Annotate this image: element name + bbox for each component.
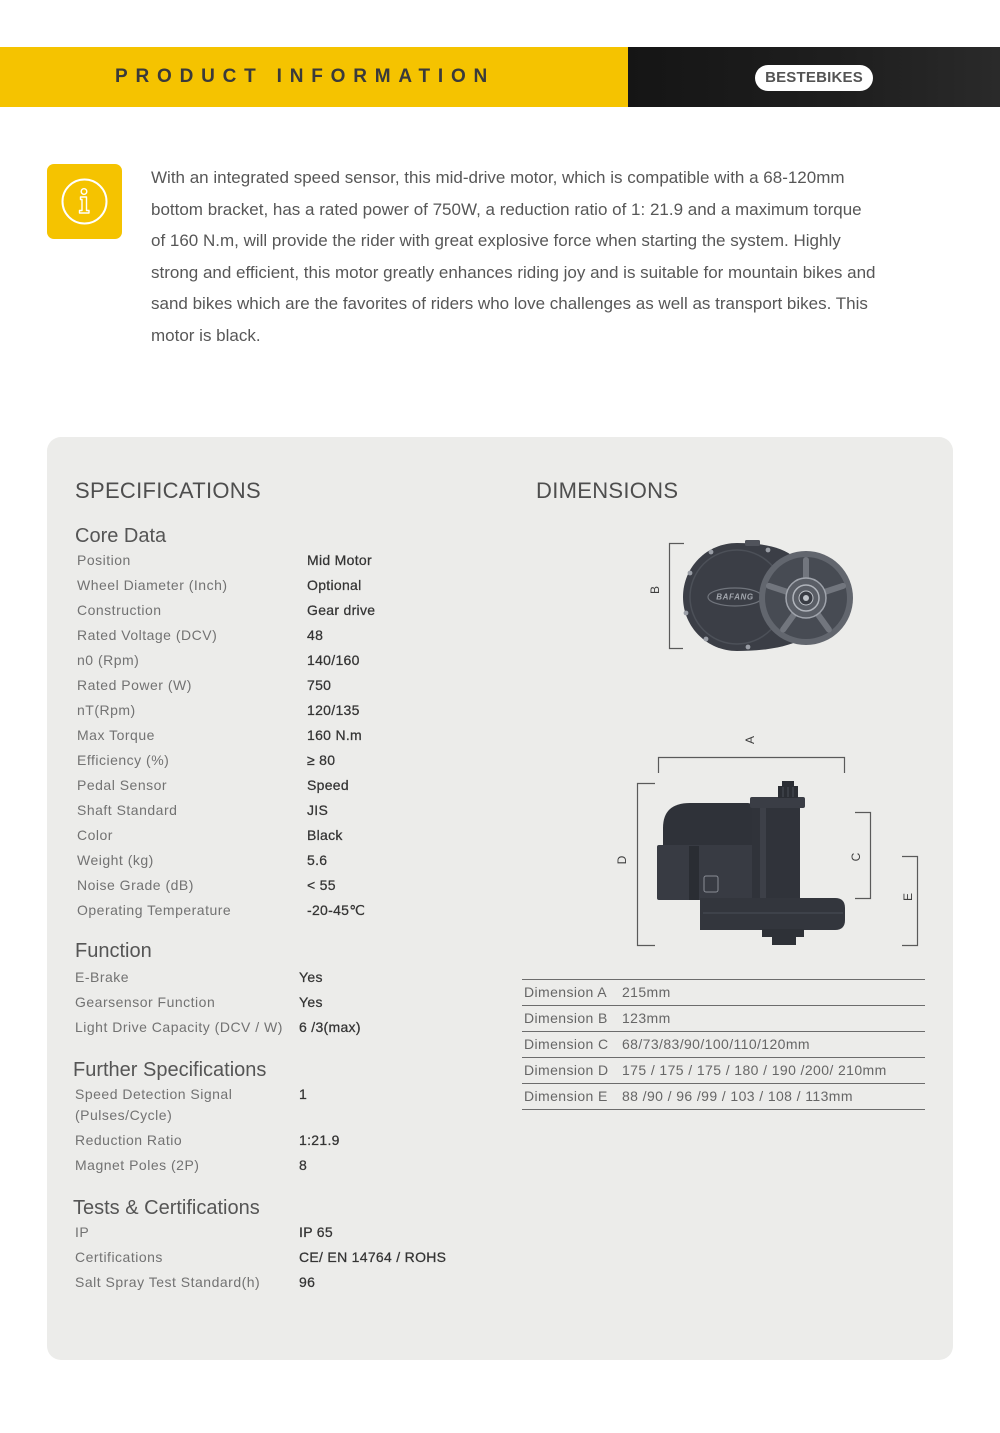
brand-logo-text: BESTEBIKES	[765, 69, 863, 86]
cylinder-highlight	[760, 807, 766, 905]
spec-value: 96	[299, 1274, 316, 1290]
spec-label: Salt Spray Test Standard(h)	[75, 1274, 261, 1290]
dimension-row-dimension-d	[522, 1057, 925, 1083]
spec-label: Reduction Ratio	[75, 1132, 183, 1148]
banner-brand-block	[628, 47, 1000, 107]
description-line: With an integrated speed sensor, this mid-drive motor, which is compatible with a 68-120mm	[151, 168, 845, 187]
spec-rows	[75, 548, 515, 923]
dimension-a-bracket	[659, 758, 845, 774]
spec-row-salt-spray-test-standard-h	[73, 1270, 513, 1295]
spec-section-tests-certifications	[73, 1196, 513, 1295]
spec-label: Rated Voltage (DCV)	[77, 627, 218, 643]
dimension-e-label: E	[901, 892, 915, 902]
spec-value: Optional	[307, 577, 362, 593]
spindle-bottom	[762, 929, 804, 937]
spec-row-efficiency	[75, 748, 515, 773]
spec-section-function	[75, 939, 515, 1040]
spec-label: Color	[77, 827, 113, 843]
dimension-row-dimension-e	[522, 1083, 925, 1110]
motor-front-view	[648, 540, 853, 651]
spec-rows	[75, 965, 515, 1040]
spec-row-ip	[73, 1220, 513, 1245]
spec-row-pedal-sensor	[75, 773, 515, 798]
spec-row-light-drive-capacity-dcv-w	[75, 1015, 515, 1040]
description-line: sand bikes which are the favorites of riders who love challenges as well as transport bikes. This	[151, 294, 868, 314]
spec-value: 120/135	[307, 702, 360, 718]
spec-row-reduction-ratio	[73, 1128, 513, 1153]
spec-row-magnet-poles-2p	[73, 1153, 513, 1178]
dimension-label: Dimension D	[524, 1062, 609, 1078]
dimension-a-label: A	[743, 735, 757, 745]
spec-value: Gear drive	[307, 602, 376, 618]
spec-row-color	[75, 823, 515, 848]
spec-row-certifications	[73, 1245, 513, 1270]
spec-section-core-data	[75, 524, 515, 923]
spec-value: IP 65	[299, 1224, 333, 1240]
motor-cylinder	[752, 807, 800, 905]
spindle-tip	[782, 781, 794, 787]
spec-value: 48	[307, 627, 324, 643]
spec-label: Wheel Diameter (Inch)	[77, 577, 228, 593]
spec-label: nT(Rpm)	[77, 702, 136, 718]
dimension-value: 68/73/83/90/100/110/120mm	[622, 1036, 810, 1052]
dimension-b-bracket	[670, 544, 685, 649]
chainring-output	[759, 551, 853, 645]
dimension-c-label: C	[849, 852, 863, 862]
product-information-banner	[0, 47, 1000, 107]
spec-label: Noise Grade (dB)	[77, 877, 194, 893]
dimension-value: 215mm	[622, 984, 671, 1000]
spec-label: Shaft Standard	[77, 802, 178, 818]
spec-label: Magnet Poles (2P)	[75, 1157, 200, 1173]
spec-value: CE/ EN 14764 / ROHS	[299, 1249, 447, 1265]
spindle-end	[772, 936, 796, 945]
motor-side-view	[615, 736, 918, 946]
spec-label: n0 (Rpm)	[77, 652, 140, 668]
spec-rows	[73, 1220, 513, 1295]
spec-label: Gearsensor Function	[75, 994, 216, 1010]
spec-label: Max Torque	[77, 727, 155, 743]
spec-row-rated-voltage-dcv	[75, 623, 515, 648]
spec-value: ≥ 80	[307, 752, 336, 768]
body-band	[689, 846, 699, 900]
spec-row-noise-grade-db	[75, 873, 515, 898]
spec-value: Black	[307, 827, 343, 843]
spec-label: Operating Temperature	[77, 902, 232, 918]
brand-logo	[755, 65, 873, 91]
spec-label: Speed Detection Signal (Pulses/Cycle)	[75, 1086, 233, 1123]
dimension-d-label: D	[615, 855, 629, 865]
description-line: strong and efficient, this motor greatly enhances riding joy and is suitable for mountain bikes and	[151, 262, 876, 282]
specifications-panel	[47, 437, 953, 1360]
controller-box	[663, 803, 752, 852]
dimension-row-dimension-b	[522, 1005, 925, 1031]
dimension-label: Dimension B	[524, 1010, 608, 1026]
spec-row-weight-kg	[75, 848, 515, 873]
specifications-title: SPECIFICATIONS	[75, 478, 261, 503]
spec-value: 750	[307, 677, 332, 693]
spec-rows	[73, 1082, 513, 1178]
spec-label: Construction	[77, 602, 162, 618]
housing-top-tab	[745, 540, 760, 546]
spec-row-max-torque	[75, 723, 515, 748]
spec-value: 6 /3(max)	[299, 1019, 361, 1035]
dimension-value: 123mm	[622, 1010, 671, 1026]
dimension-drawings	[600, 530, 940, 960]
spec-row-construction	[75, 598, 515, 623]
spec-label: E-Brake	[75, 969, 130, 985]
dimension-row-dimension-a	[522, 979, 925, 1005]
spec-value: 1:21.9	[299, 1132, 340, 1148]
dimension-value: 175 / 175 / 175 / 180 / 190 /200/ 210mm	[622, 1062, 887, 1078]
spec-row-position	[75, 548, 515, 573]
section-heading-further-specifications: Further Specifications	[73, 1059, 267, 1081]
dimension-label: Dimension E	[524, 1088, 608, 1104]
description-line: bottom bracket, has a rated power of 750W, a reduction ratio of 1: 21.9 and a maximum torque	[151, 199, 862, 219]
spec-label: Position	[77, 552, 131, 568]
info-icon	[47, 164, 122, 239]
spec-label: Efficiency (%)	[77, 752, 170, 768]
spec-row-wheel-diameter-inch	[75, 573, 515, 598]
dimensions-table	[522, 979, 925, 1110]
section-heading-tests-certifications: Tests & Certifications	[73, 1197, 260, 1219]
banner-title: PRODUCT INFORMATION	[115, 66, 496, 87]
spec-value: 140/160	[307, 652, 360, 668]
cylinder-flange	[750, 797, 805, 808]
dimension-value: 88 /90 / 96 /99 / 103 / 108 / 113mm	[622, 1088, 853, 1104]
section-heading-function: Function	[75, 940, 152, 962]
spec-value: Yes	[299, 994, 323, 1010]
spec-value: Speed	[307, 777, 349, 793]
motor-brand-logo: BAFANG	[716, 592, 754, 602]
mounting-plate	[700, 898, 845, 930]
spec-label: IP	[75, 1224, 90, 1240]
dimension-row-dimension-c	[522, 1031, 925, 1057]
spec-value: Yes	[299, 969, 323, 985]
dimension-d-bracket	[638, 784, 656, 946]
spec-label: Weight (kg)	[77, 852, 154, 868]
spec-label: Pedal Sensor	[77, 777, 168, 793]
spec-value: 8	[299, 1157, 308, 1173]
dimension-b-label: B	[648, 585, 662, 595]
section-heading-core-data: Core Data	[75, 525, 167, 547]
description-line: of 160 N.m, will provide the rider with great explosive force when starting the system. Highly	[151, 231, 841, 251]
spec-row-n0-rpm	[75, 648, 515, 673]
banner-accent-block	[0, 47, 628, 107]
spec-label: Certifications	[75, 1249, 163, 1265]
product-description	[151, 162, 876, 352]
info-icon-graphic	[47, 164, 122, 239]
spec-value: < 55	[307, 877, 336, 893]
spec-value: 1	[299, 1086, 308, 1102]
description-line: motor is black.	[151, 325, 261, 345]
spec-value: 160 N.m	[307, 727, 363, 743]
spec-value: 5.6	[307, 852, 328, 868]
dimensions-title: DIMENSIONS	[536, 478, 679, 503]
dimension-label: Dimension A	[524, 984, 607, 1000]
spec-value: JIS	[307, 802, 329, 818]
spec-row-nt-rpm	[75, 698, 515, 723]
spec-row-rated-power-w	[75, 673, 515, 698]
spec-section-further-specifications	[73, 1058, 513, 1178]
spec-row-speed-detection-signal-pulses-cycle	[73, 1082, 513, 1128]
spec-row-gearsensor-function	[75, 990, 515, 1015]
spec-row-e-brake	[75, 965, 515, 990]
spec-label: Rated Power (W)	[77, 677, 192, 693]
dimension-label: Dimension C	[524, 1036, 609, 1052]
spec-label: Light Drive Capacity (DCV / W)	[75, 1019, 283, 1035]
spec-row-operating-temperature	[75, 898, 515, 923]
spec-value: Mid Motor	[307, 552, 372, 568]
spec-row-shaft-standard	[75, 798, 515, 823]
spec-value: -20-45℃	[307, 902, 366, 918]
